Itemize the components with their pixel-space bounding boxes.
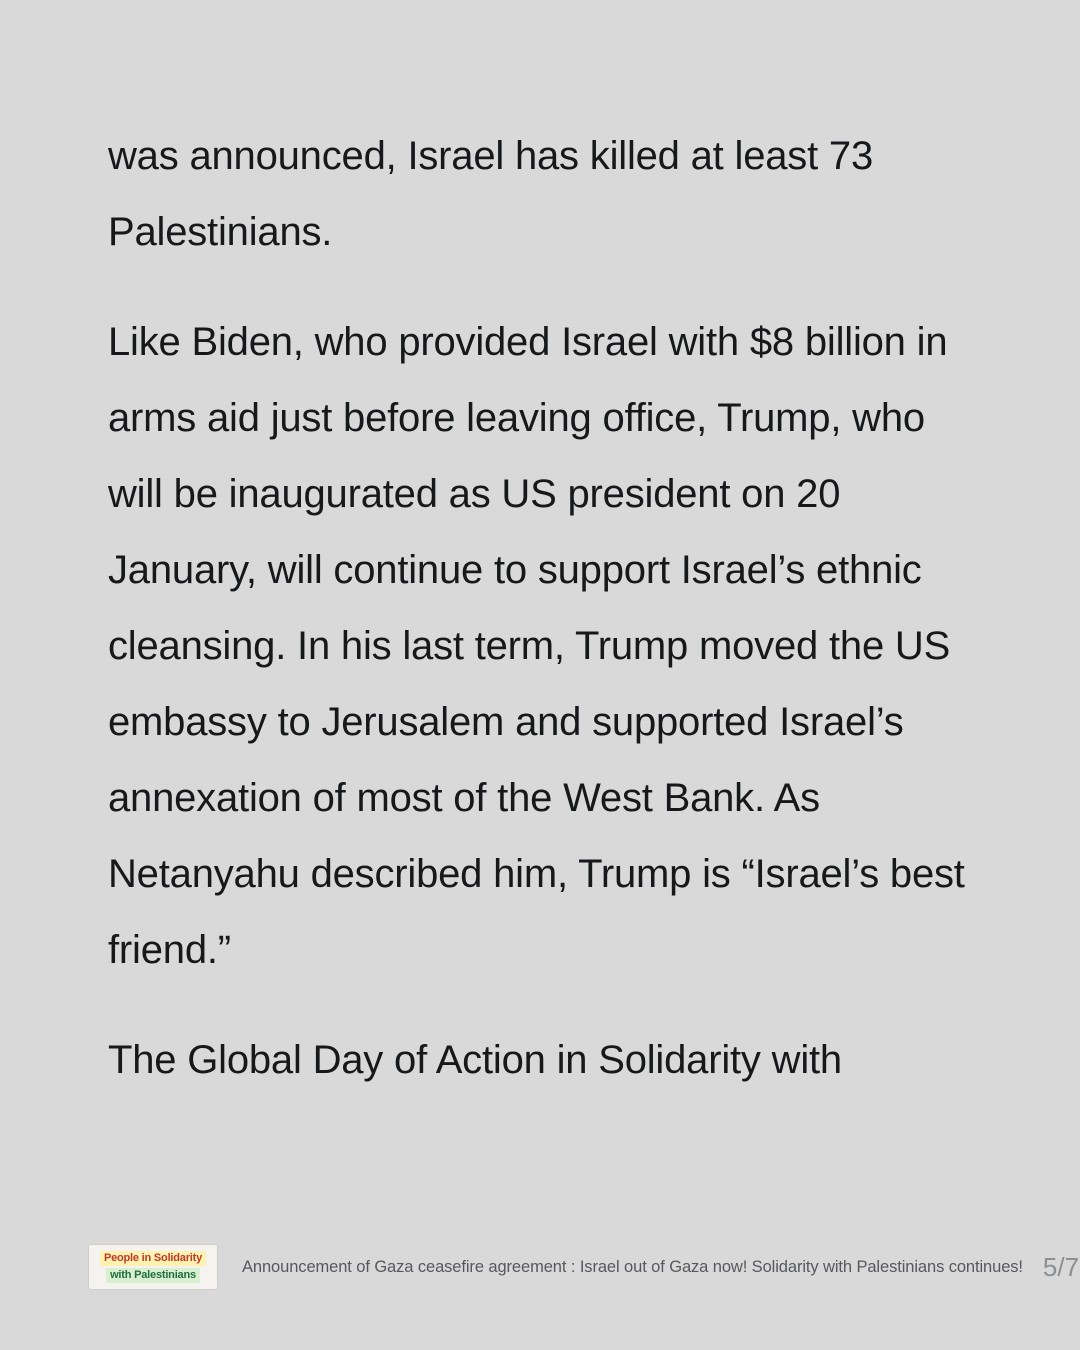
- slide-footer: [0, 1240, 1080, 1294]
- slide-body: [108, 118, 988, 1098]
- badge-line-1: People in Solidarity: [100, 1251, 206, 1266]
- paragraph-2: Like Biden, who provided Israel with $8 billion in arms aid just before leaving office, Trump, who will be inaugurated as US president on 20 January, will continue to support Israel’s ethnic cleansing. In his last term, Trump moved the US embassy to Jerusalem and supported Israel’s annexation of most of the West Bank. As Netanyahu described him, Trump is “Israel’s best friend.”: [108, 320, 965, 972]
- paragraph-3: The Global Day of Action in Solidarity with: [108, 1038, 842, 1082]
- badge-line-2: with Palestinians: [106, 1268, 200, 1283]
- footer-caption: Announcement of Gaza ceasefire agreement : Israel out of Gaza now! Solidarity with Palestinians continues!: [242, 1257, 1023, 1276]
- organization-logo-badge: [88, 1244, 218, 1290]
- paragraph-1: was announced, Israel has killed at least 73 Palestinians.: [108, 134, 874, 254]
- page-indicator: 5/7: [1042, 1251, 1080, 1282]
